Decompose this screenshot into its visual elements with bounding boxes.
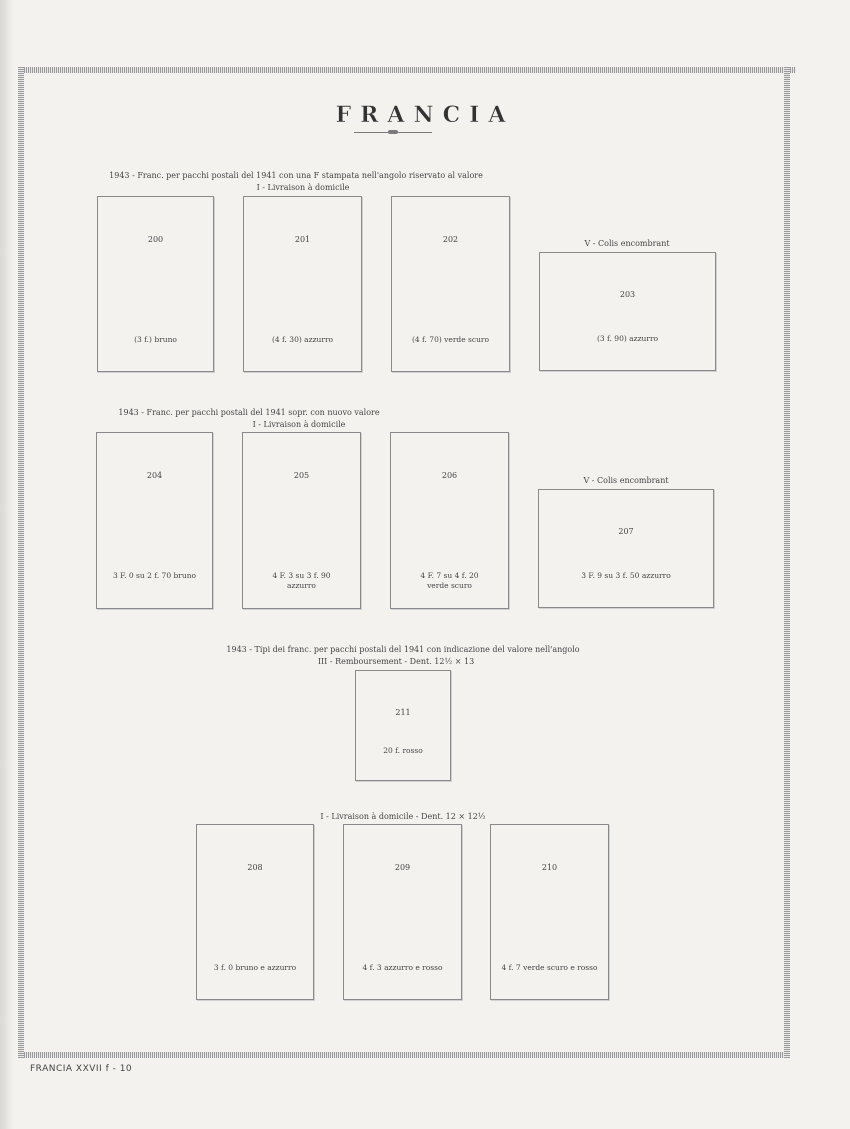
stamp-description: 3 f. 0 bruno e azzurro bbox=[213, 963, 297, 972]
page-edge-shadow bbox=[0, 0, 14, 1129]
stamp-description: 3 F. 9 su 3 f. 50 azzurro bbox=[581, 571, 671, 580]
page-title: FRANCIA bbox=[335, 102, 515, 128]
stamp-number: 208 bbox=[247, 863, 263, 872]
decorative-frame-right bbox=[784, 67, 790, 1058]
section-heading: 1943 - Tipi dei franc. per pacchi postali del 1941 con indicazione del valore nell'angolo bbox=[226, 645, 580, 654]
stamp-slot-202 bbox=[391, 196, 510, 372]
stamp-slot-209 bbox=[343, 824, 462, 1000]
section-heading: 1943 - Franc. per pacchi postali del 1941 con una F stampata nell'angolo riservato al valore bbox=[109, 171, 483, 180]
stamp-slot-207 bbox=[538, 489, 714, 608]
stamp-slot-204 bbox=[96, 432, 213, 609]
decorative-frame-top bbox=[18, 67, 796, 73]
decorative-frame-bottom bbox=[18, 1052, 790, 1058]
section-subheading: I - Livraison à domicile bbox=[252, 420, 346, 429]
section-side-heading: V - Colis encombrant bbox=[584, 239, 670, 248]
stamp-number: 205 bbox=[293, 471, 310, 480]
stamp-number: 200 bbox=[147, 235, 164, 244]
stamp-description-line2: verde scuro bbox=[427, 581, 472, 590]
stamp-number: 211 bbox=[395, 708, 411, 717]
stamp-number: 203 bbox=[619, 290, 636, 299]
stamp-description: 4 F. 3 su 3 f. 90 bbox=[272, 571, 331, 580]
stamp-number: 207 bbox=[618, 527, 634, 536]
section-subheading: I - Livraison à domicile bbox=[256, 183, 350, 192]
stamp-number: 204 bbox=[146, 471, 163, 480]
stamp-description: 4 f. 3 azzurro e rosso bbox=[362, 963, 443, 972]
stamp-description: 4 f. 7 verde scuro e rosso bbox=[501, 963, 598, 972]
stamp-slot-205 bbox=[242, 432, 361, 609]
stamp-description: (3 f. 90) azzurro bbox=[596, 334, 659, 343]
stamp-slot-201 bbox=[243, 196, 362, 372]
stamp-slot-206 bbox=[390, 432, 509, 609]
section-side-heading: V - Colis encombrant bbox=[583, 476, 669, 485]
stamp-slot-210 bbox=[490, 824, 609, 1000]
decorative-frame-left bbox=[18, 67, 24, 1058]
title-ornament bbox=[388, 130, 398, 134]
stamp-description: 3 F. 0 su 2 f. 70 bruno bbox=[112, 571, 197, 580]
page-footer: FRANCIA XXVII f - 10 bbox=[30, 1064, 133, 1074]
section-subheading: I - Livraison à domicile - Dent. 12 × 12½ bbox=[320, 812, 486, 821]
stamp-number: 209 bbox=[394, 863, 411, 872]
stamp-description: 20 f. rosso bbox=[383, 746, 423, 755]
stamp-slot-203 bbox=[539, 252, 716, 371]
stamp-description-line2: azzurro bbox=[287, 581, 316, 590]
stamp-slot-208 bbox=[196, 824, 314, 1000]
section-subheading: III - Remboursement - Dent. 12½ × 13 bbox=[317, 657, 475, 666]
stamp-number: 206 bbox=[441, 471, 458, 480]
stamp-number: 210 bbox=[541, 863, 558, 872]
stamp-number: 202 bbox=[442, 235, 459, 244]
stamp-description: (4 f. 30) azzurro bbox=[271, 335, 334, 344]
stamp-description: (3 f.) bruno bbox=[134, 335, 177, 344]
stamp-description: 4 F. 7 su 4 f. 20 bbox=[420, 571, 479, 580]
stamp-number: 201 bbox=[294, 235, 311, 244]
stamp-description: (4 f. 70) verde scuro bbox=[411, 335, 490, 344]
stamp-slot-211 bbox=[355, 670, 451, 781]
stamp-slot-200 bbox=[97, 196, 214, 372]
section-heading: 1943 - Franc. per pacchi postali del 1941 sopr. con nuovo valore bbox=[118, 408, 380, 417]
